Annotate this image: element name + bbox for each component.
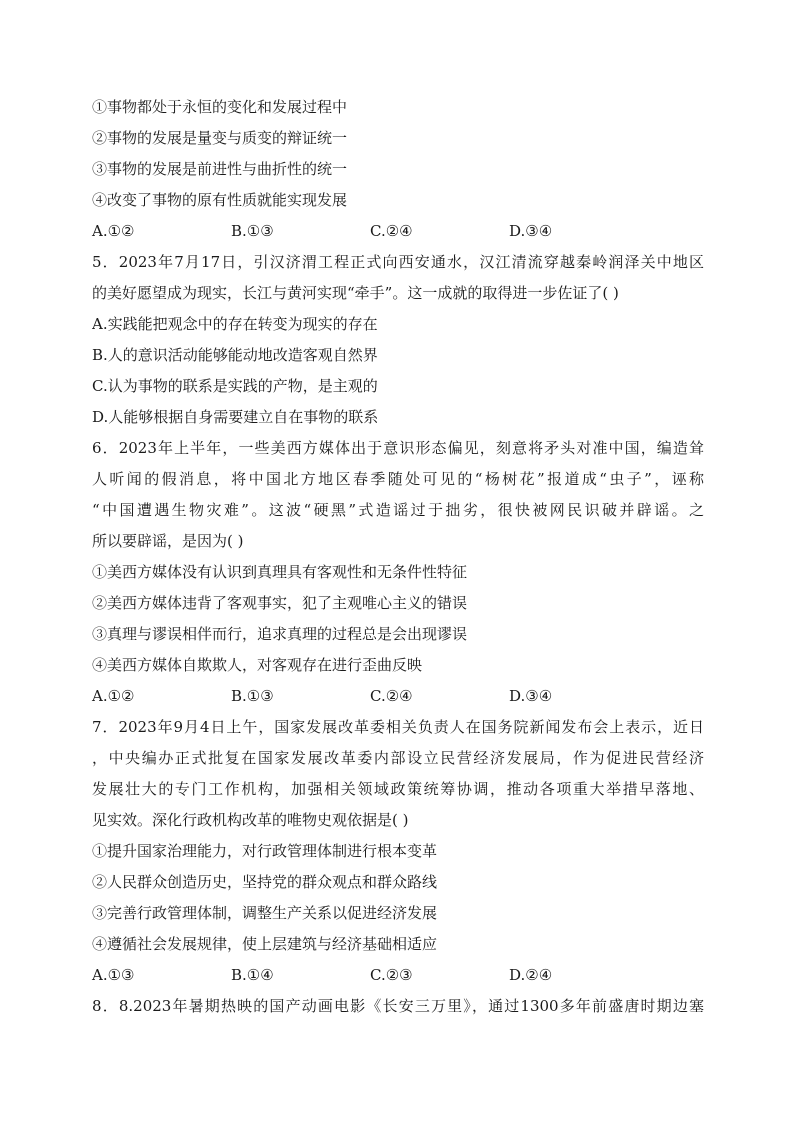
option-d: D.③④ [509,222,553,240]
option-c: C.②④ [370,687,413,705]
question-stem-line: 的美好愿望成为现实，长江与黄河实现“牵手”。这一成就的取得进一步佐证了( ) [92,284,619,302]
statement-item: ④美西方媒体自欺欺人，对客观存在进行歪曲反映 [92,656,423,674]
option-d: D.②④ [509,966,553,984]
question-stem-line: 7．2023年9月4日上午，国家发展改革委相关负责人在国务院新闻发布会上表示，近日 [92,718,704,736]
statement-item: ③完善行政管理体制，调整生产关系以促进经济发展 [92,904,438,922]
exam-page [92,92,704,1022]
option-a: A.①② [92,687,135,705]
question-5 [92,247,704,433]
choice-a: A.实践能把观念中的存在转变为现实的存在 [92,315,378,333]
question-stem-line: 6．2023年上半年，一些美西方媒体出于意识形态偏见，刻意将矛头对准中国，编造耸 [92,439,704,457]
option-c: C.②③ [370,966,413,984]
question-7 [92,712,704,991]
answer-options [92,216,704,247]
statement-item: ④遵循社会发展规律，使上层建筑与经济基础相适应 [92,935,438,953]
choice-b: B.人的意识活动能够能动地改造客观自然界 [92,346,378,364]
question-stem-line: 人听闻的假消息，将中国北方地区春季随处可见的“杨树花”报道成“虫子”，诬称 [92,470,704,488]
option-c: C.②④ [370,222,413,240]
question-stem-line: 所以要辟谣，是因为( ) [92,532,244,550]
choice-d: D.人能够根据自身需要建立自在事物的联系 [92,408,379,426]
question-6 [92,433,704,712]
option-d: D.③④ [509,687,553,705]
statement-item: ②事物的发展是量变与质变的辩证统一 [92,129,348,147]
statement-item: ④改变了事物的原有性质就能实现发展 [92,191,348,209]
question-stem-line: 发展壮大的专门工作机构，加强相关领域政策统筹协调，推动各项重大举措早落地、 [92,780,704,798]
statement-item: ③真理与谬误相伴而行，追求真理的过程总是会出现谬误 [92,625,468,643]
option-b: B.①③ [231,222,274,240]
statement-item: ②人民群众创造历史，坚持党的群众观点和群众路线 [92,873,438,891]
question-stem-line: ，中央编办正式批复在国家发展改革委内部设立民营经济发展局，作为促进民营经济 [92,749,704,767]
question-stem-line: 见实效。深化行政机构改革的唯物史观依据是( ) [92,811,409,829]
statement-item: ①事物都处于永恒的变化和发展过程中 [92,98,348,116]
question-8 [92,991,704,1022]
question-stem-line: 5．2023年7月17日，引汉济渭工程正式向西安通水，汉江清流穿越秦岭润泽关中地区 [92,253,704,271]
option-a: A.①② [92,222,135,240]
option-a: A.①③ [92,966,135,984]
option-b: B.①③ [231,687,274,705]
option-b: B.①④ [231,966,274,984]
question-stem-line: “中国遭遇生物灾难”。这波“硬黑”式造谣过于拙劣，很快被网民识破并辟谣。之 [92,501,704,519]
choice-c: C.认为事物的联系是实践的产物，是主观的 [92,377,378,395]
question-stem-line: 8．8.2023年暑期热映的国产动画电影《长安三万里》，通过1300多年前盛唐时期边塞 [92,997,704,1015]
question-4-tail [92,92,704,247]
statement-item: ①提升国家治理能力，对行政管理体制进行根本变革 [92,842,438,860]
statement-item: ①美西方媒体没有认识到真理具有客观性和无条件性特征 [92,563,468,581]
statement-item: ③事物的发展是前进性与曲折性的统一 [92,160,348,178]
statement-item: ②美西方媒体违背了客观事实，犯了主观唯心主义的错误 [92,594,468,612]
answer-options [92,681,704,712]
answer-options [92,960,704,991]
